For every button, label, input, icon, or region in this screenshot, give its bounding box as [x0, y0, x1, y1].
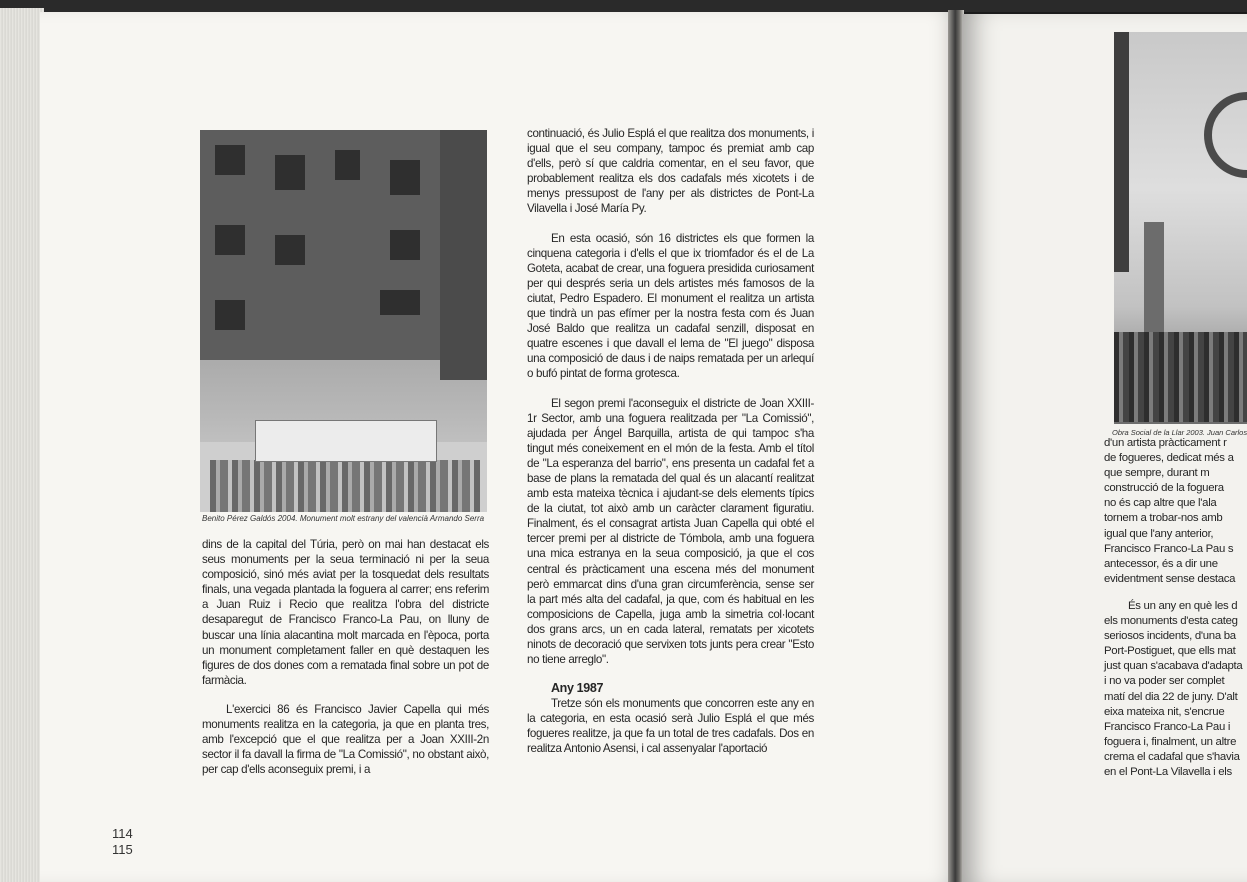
page-number: 114	[112, 826, 133, 841]
text-line: Francisco Franco-La Pau s	[1104, 542, 1234, 555]
photo-caption: Benito Pérez Galdós 2004. Monument molt estrany del valencià Armando Serra	[202, 514, 485, 523]
text-line: Port-Postiguet, que ells mat	[1104, 645, 1236, 658]
text-line: matí del dia 22 de juny. D'alt	[1104, 690, 1238, 703]
text-line: just quan s'acabava d'adapta	[1104, 660, 1243, 673]
text-line: els monuments d'esta categ	[1104, 615, 1238, 628]
photo-caption: Obra Social de la Llar 2003. Juan Carlos	[1112, 428, 1247, 437]
text-line: construcció de la foguera	[1104, 482, 1224, 495]
text-line: És un any en què les d	[1128, 600, 1238, 612]
section-heading: Any 1987	[551, 681, 604, 696]
photo-foguera-galdos	[200, 130, 487, 512]
right-text-block-1	[1104, 436, 1247, 587]
paragraph: En esta ocasió, són 16 districtes els que formen la cinquena categoria i d'ells el que ix triomfador és el de La Goteta, acabat de crear, una foguera presidida curiosament per qui després seria un dels artistes més famosos de la ciutat, Pedro Espadero. El monument el realitza un artista que tindrà un pas efímer per la nostra festa com és Juan José Baldo que realitza un cadafal senzill, disposat en quatre escenes i que davall el lema de "El juego" disposa una composició de daus i de naips rematada per un arlequí o bufó pintat de forma grotesca.	[527, 231, 814, 381]
right-page	[962, 14, 1247, 882]
text-line: de fogueres, dedicat més a	[1104, 452, 1234, 465]
text-line: no és cap altre que l'ala	[1104, 497, 1217, 510]
text-line: eixa mateixa nit, s'encrue	[1104, 705, 1225, 718]
text-line: Francisco Franco-La Pau i	[1104, 720, 1231, 733]
text-line: i no va poder ser complet	[1104, 675, 1225, 688]
text-line: tornem a trobar-nos amb	[1104, 512, 1223, 525]
text-line: igual que l'any anterior,	[1104, 527, 1214, 540]
paragraph: dins de la capital del Túria, però on mai han destacat els seus monuments per la seua terminació ni per la seua composició, sinó més aviat per la tosquedat dels resultats finals, una vegada plantada la foguera al carrer; ens referim a Juan Ruiz i Recio que realitza l'obra del districte desaparegut de Francisco Franco-La Pau, on lluny de buscar una línia alacantina molt marcada en l'època, porta un monument completament faller en què destaquen les figures de dos dones com a rematada final sobre un pot de farmàcia.	[202, 538, 489, 687]
paragraph: L'exercici 86 és Francisco Javier Capella qui més monuments realitza en la categoria, ja que en planta tres, amb l'excepció que el que realitza per a Joan XXIII-2n sector il fa davall la firma de "La Comissió", no obstant això, per cap d'ells aconseguix premi, i a	[202, 702, 489, 777]
text-line: que sempre, durant m	[1104, 467, 1210, 480]
page-stack-edge	[0, 8, 44, 882]
text-line: seriosos incidents, d'una ba	[1104, 630, 1236, 643]
paragraph: El segon premi l'aconseguix el districte de Joan XXIII-1r Sector, amb una foguera realitzada per "La Comissió", ajudada per Ángel Barquilla, artista de qui tampoc s'ha tingut més coneixement en el món de la festa. Amb el títol de "La esperanza del barrio", ens presenta un cadafal fet a base de plans la rematada del qual és un alacantí realitzat amb esta mateixa tècnica i ajudant-se dels elements típics de la ciutat, tot això amb un caràcter clarament figuratiu. Finalment, és el consagrat artista Juan Capella qui obté el tercer premi per al districte de Tómbola, amb una foguera una mica estranya en la seua composició, ja que el cos central és pràcticament una escena més del monument però emmarcat dins d'una gran circumferència, sense ser la part més alta del cadafal, ja que, com és habitual en les composicions de Capella, juga amb la simetria col·locant dos grans arcs, un en cada lateral, rematats per xicotets ninots de decoració que servixen tots junts pera crear "Esto no tiene arreglo".	[527, 396, 814, 667]
page-number: 115	[112, 842, 133, 857]
text-line: antecessor, és a dir une	[1104, 557, 1218, 570]
text-column-2	[527, 126, 814, 757]
text-line: crema el cadafal que s'havia	[1104, 750, 1240, 763]
paragraph: Tretze són els monuments que concorren este any en la categoria, en esta ocasió serà Julio Esplá el que més fogueres realitze, ja que fa un total de tres cadafals. Dos en realitza Antonio Asensi, i cal assenyalar l'aportació	[527, 697, 814, 756]
text-line: d'un artista pràcticament r	[1104, 437, 1227, 449]
text-line: foguera i, finalment, un altre	[1104, 735, 1237, 748]
book-top-edge	[0, 0, 1247, 12]
right-text-block-2	[1104, 599, 1247, 780]
paragraph: continuació, és Julio Esplá el que realitza dos monuments, i igual que el seu company, tampoc és premiat amb cap d'ells, però sí que caldria comentar, en el seu favor, que probablement realitza els dos cadafals més xicotets i de menys pressupost de l'any per als districtes de Pont-La Vilavella i José María Py.	[527, 127, 814, 216]
text-line: evidentment sense destaca	[1104, 572, 1236, 585]
text-column-1	[202, 537, 489, 777]
left-page	[40, 12, 958, 882]
text-line: en el Pont-La Vilavella i els	[1104, 766, 1232, 779]
photo-obra-social	[1114, 32, 1247, 424]
